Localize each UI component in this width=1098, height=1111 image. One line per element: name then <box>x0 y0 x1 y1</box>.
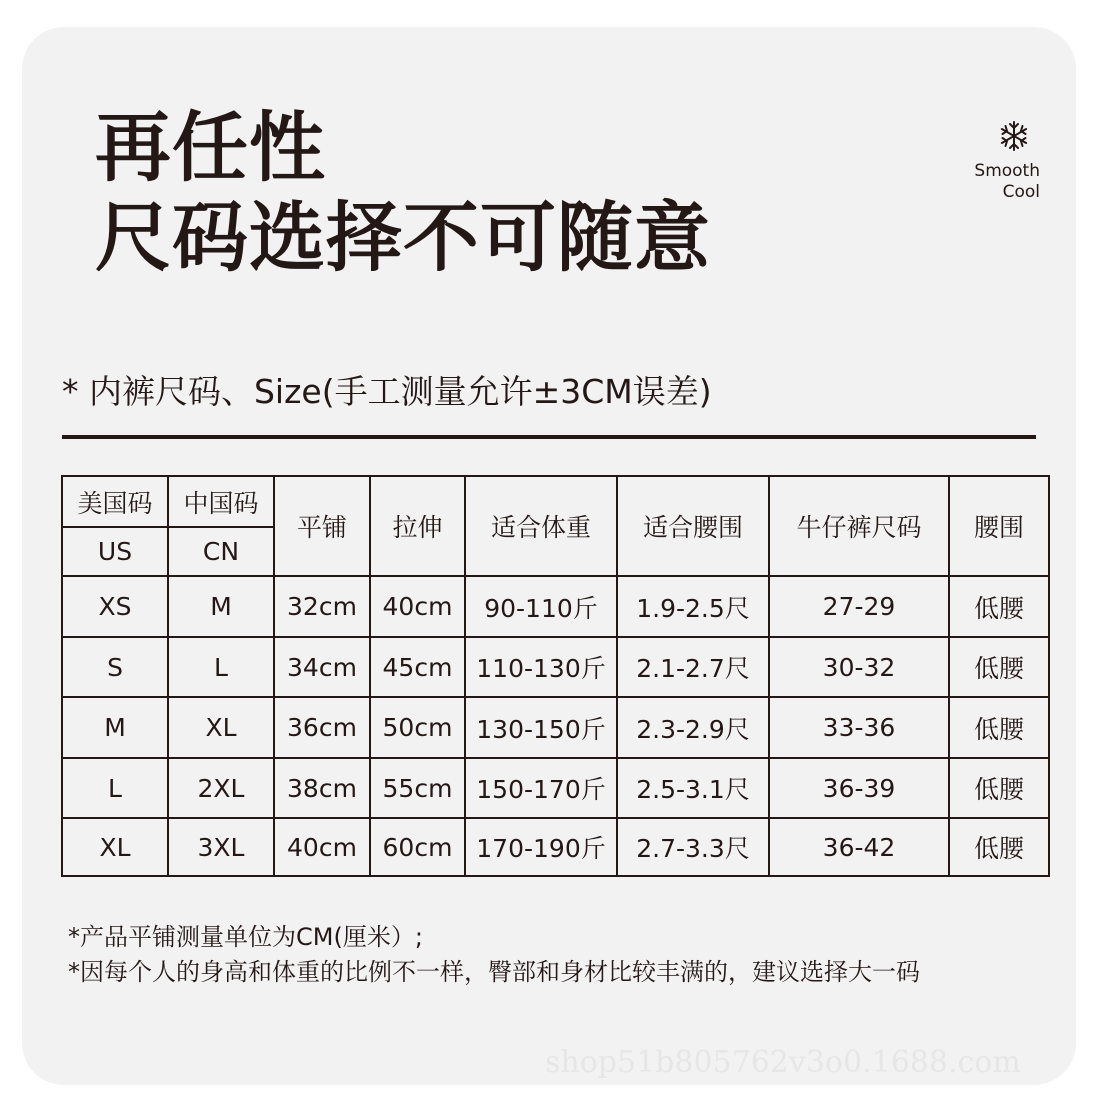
cell-waist: 1.9-2.5尺 <box>617 576 769 637</box>
brand-word-cool: Cool <box>1002 182 1040 202</box>
cell-cn: L <box>168 637 274 697</box>
cell-stretch: 55cm <box>370 758 465 818</box>
cell-rise: 低腰 <box>949 758 1049 818</box>
cell-cn: 2XL <box>168 758 274 818</box>
header-flat: 平铺 <box>274 476 370 576</box>
cell-flat: 40cm <box>274 818 370 876</box>
cell-jeans: 30-32 <box>769 637 949 697</box>
cell-rise: 低腰 <box>949 637 1049 697</box>
cell-flat: 34cm <box>274 637 370 697</box>
cell-stretch: 50cm <box>370 697 465 758</box>
header-cn-en: CN <box>168 527 274 576</box>
cell-us: S <box>62 637 168 697</box>
cell-jeans: 36-39 <box>769 758 949 818</box>
note-measurement-unit: *产品平铺测量单位为CM(厘米）; <box>68 923 423 951</box>
cell-jeans: 33-36 <box>769 697 949 758</box>
cell-us: L <box>62 758 168 818</box>
cell-us: XS <box>62 576 168 637</box>
cell-stretch: 60cm <box>370 818 465 876</box>
size-table <box>61 475 1050 877</box>
table-row <box>62 758 1049 818</box>
header-us-en: US <box>62 527 168 576</box>
header-weight: 适合体重 <box>465 476 617 576</box>
shop-watermark: shop51b805762v3o0.1688.com <box>545 1045 1021 1080</box>
cell-flat: 32cm <box>274 576 370 637</box>
cell-cn: XL <box>168 697 274 758</box>
cell-waist: 2.7-3.3尺 <box>617 818 769 876</box>
cell-weight: 150-170斤 <box>465 758 617 818</box>
cell-us: XL <box>62 818 168 876</box>
cell-weight: 170-190斤 <box>465 818 617 876</box>
cell-waist: 2.5-3.1尺 <box>617 758 769 818</box>
cell-us: M <box>62 697 168 758</box>
cell-weight: 90-110斤 <box>465 576 617 637</box>
brand-word-smooth: Smooth <box>974 161 1040 181</box>
header-us-cn: 美国码 <box>62 476 168 527</box>
cell-flat: 36cm <box>274 697 370 758</box>
cell-rise: 低腰 <box>949 697 1049 758</box>
table-row <box>62 576 1049 637</box>
cell-jeans: 27-29 <box>769 576 949 637</box>
headline-line-2: 尺码选择不可随意 <box>95 193 711 282</box>
cell-stretch: 40cm <box>370 576 465 637</box>
section-title: * 内裤尺码、Size(手工测量允许±3CM误差) <box>62 372 712 411</box>
cell-weight: 130-150斤 <box>465 697 617 758</box>
table-row <box>62 697 1049 758</box>
snowflake-icon <box>998 120 1030 152</box>
header-waist: 适合腰围 <box>617 476 769 576</box>
table-header-row <box>62 476 1049 527</box>
cell-rise: 低腰 <box>949 576 1049 637</box>
table-row <box>62 818 1049 876</box>
header-cn-cn: 中国码 <box>168 476 274 527</box>
cell-cn: M <box>168 576 274 637</box>
header-rise: 腰围 <box>949 476 1049 576</box>
cell-cn: 3XL <box>168 818 274 876</box>
cell-stretch: 45cm <box>370 637 465 697</box>
cell-flat: 38cm <box>274 758 370 818</box>
cell-waist: 2.3-2.9尺 <box>617 697 769 758</box>
table-row <box>62 637 1049 697</box>
header-jeans: 牛仔裤尺码 <box>769 476 949 576</box>
cell-waist: 2.1-2.7尺 <box>617 637 769 697</box>
cell-jeans: 36-42 <box>769 818 949 876</box>
note-size-advice: *因每个人的身高和体重的比例不一样，臀部和身材比较丰满的，建议选择大一码 <box>68 958 920 986</box>
headline-line-1: 再任性 <box>95 103 326 192</box>
header-stretch: 拉伸 <box>370 476 465 576</box>
cell-rise: 低腰 <box>949 818 1049 876</box>
cell-weight: 110-130斤 <box>465 637 617 697</box>
title-divider <box>62 435 1036 439</box>
